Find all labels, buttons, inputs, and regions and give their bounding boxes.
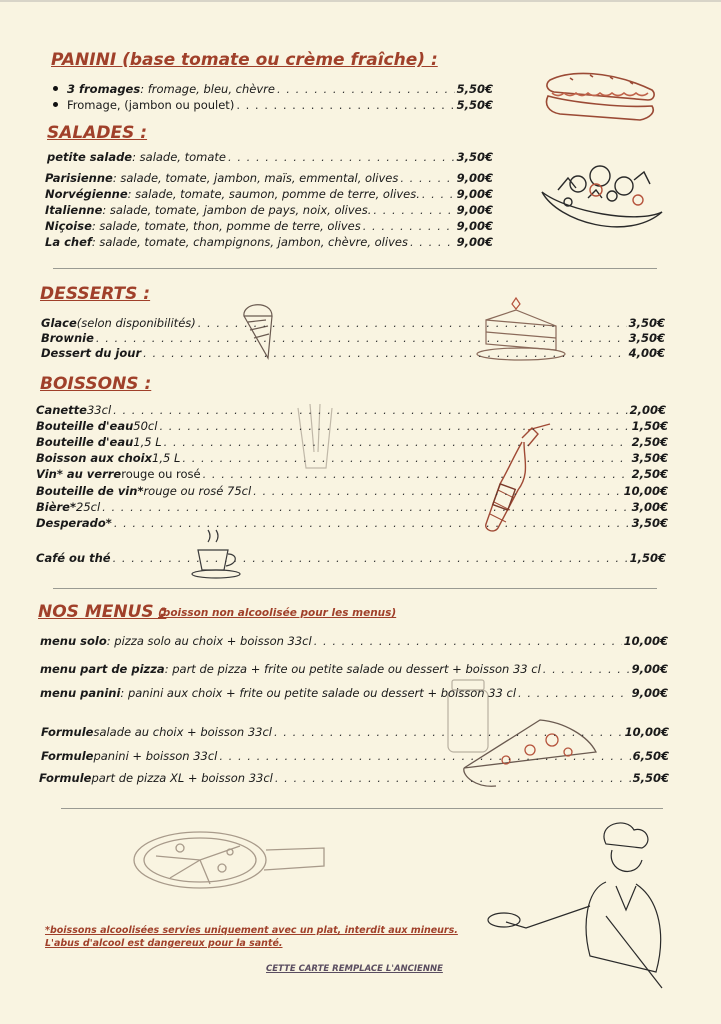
item-name: Dessert du jour	[41, 346, 142, 360]
dot-leader	[182, 451, 629, 465]
dot-leader	[203, 467, 630, 481]
menu-item	[41, 725, 669, 739]
menu-item	[39, 771, 669, 785]
item-price: 10,00€	[623, 634, 668, 648]
item-name: Norvégienne	[45, 187, 128, 201]
menu-item	[45, 187, 493, 201]
menu-item	[40, 634, 668, 648]
item-price: 9,00€	[456, 203, 493, 217]
menu-item	[36, 467, 668, 481]
item-name: menu panini	[40, 686, 121, 700]
item-name: Formule	[41, 749, 94, 763]
dot-leader	[113, 551, 628, 565]
item-price: 9,00€	[456, 235, 493, 249]
item-desc: : salade, tomate, thon, pomme de terre, olives	[91, 219, 361, 233]
item-name: Italienne	[45, 203, 103, 217]
item-desc: : salade, tomate, champignons, jambon, chèvre, olives	[91, 235, 408, 249]
dot-leader	[400, 171, 454, 185]
item-name: Parisienne	[45, 171, 113, 185]
item-desc: : fromage, bleu, chèvre	[140, 82, 275, 96]
item-price: 9,00€	[456, 219, 493, 233]
item-price: 9,00€	[631, 662, 668, 676]
menu-item	[36, 516, 668, 530]
item-price: 5,50€	[456, 82, 493, 96]
menu-item	[36, 419, 668, 433]
item-price: 4,00€	[628, 346, 665, 360]
alcohol-warning: *boissons alcoolisées servies uniquement avec un plat, interdit aux mineurs.	[45, 925, 458, 936]
dot-leader	[228, 150, 455, 164]
item-desc: rouge ou rosé	[121, 467, 201, 481]
dot-leader	[253, 484, 621, 498]
item-name: Café ou thé	[36, 551, 111, 565]
item-desc: : salade, tomate, saumon, pomme de terre, olives.	[127, 187, 420, 201]
item-price: 9,00€	[456, 171, 493, 185]
menu-item	[41, 346, 665, 360]
item-price: 10,00€	[623, 484, 668, 498]
item-name: Bière*	[36, 500, 76, 514]
dot-leader	[373, 203, 454, 217]
item-desc: : pizza solo au choix + boisson 33cl	[106, 634, 312, 648]
bullet-icon	[53, 86, 58, 91]
section-title-panini: PANINI (base tomate ou crème fraîche) :	[51, 50, 438, 70]
dot-leader	[314, 634, 622, 648]
dot-leader	[543, 662, 630, 676]
menu-item	[36, 551, 666, 565]
dot-leader	[102, 500, 629, 514]
dot-leader	[113, 403, 627, 417]
menu-item	[47, 150, 493, 164]
dot-leader	[198, 316, 627, 330]
item-desc: 25cl	[76, 500, 101, 514]
item-name: menu solo	[40, 634, 107, 648]
item-price: 10,00€	[624, 725, 669, 739]
item-name: Boisson aux choix	[36, 451, 153, 465]
item-price: 3,50€	[456, 150, 493, 164]
item-name: Glace	[41, 316, 77, 330]
menu-item	[41, 331, 665, 345]
pizza-board-icon	[130, 826, 328, 896]
dot-leader	[518, 686, 630, 700]
item-price: 3,50€	[628, 316, 665, 330]
item-name: Bouteille de vin*	[36, 484, 144, 498]
section-title-boissons: BOISSONS :	[40, 374, 152, 394]
item-name: 3 fromages	[67, 82, 141, 96]
item-desc: : salade, tomate	[132, 150, 227, 164]
item-price: 2,50€	[631, 435, 668, 449]
item-price: 3,00€	[631, 500, 668, 514]
dot-leader	[219, 749, 630, 763]
section-title-menus: NOS MENUS :	[38, 602, 167, 622]
item-desc: : salade, tomate, jambon, maïs, emmental, olives	[112, 171, 399, 185]
item-desc: : part de pizza + frite ou petite salade ou dessert + boisson 33 cl	[164, 662, 541, 676]
item-price: 3,50€	[631, 516, 668, 530]
bullet-icon	[53, 102, 58, 107]
item-price: 2,00€	[629, 403, 666, 417]
dot-leader	[96, 331, 627, 345]
item-desc: (selon disponibilités)	[76, 316, 196, 330]
item-desc: 1,5 L	[152, 451, 181, 465]
item-desc: part de pizza XL + boisson 33cl	[91, 771, 273, 785]
item-desc: Fromage, (jambon ou poulet)	[67, 98, 235, 112]
item-name: Bouteille d'eau	[36, 419, 134, 433]
dot-leader	[277, 82, 455, 96]
dot-leader	[143, 346, 626, 360]
dot-leader	[410, 235, 455, 249]
item-desc: : panini aux choix + frite ou petite salade ou dessert + boisson 33 cl	[120, 686, 517, 700]
item-name: Formule	[39, 771, 92, 785]
menus-note: (boisson non alcoolisée pour les menus)	[158, 607, 397, 619]
dot-leader	[159, 419, 629, 433]
item-price: 9,00€	[456, 187, 493, 201]
item-price: 3,50€	[628, 331, 665, 345]
item-name: Desperado*	[36, 516, 112, 530]
menu-item	[45, 171, 493, 185]
item-name: Brownie	[41, 331, 94, 345]
alcohol-warning-2: L'abus d'alcool est dangereux pour la santé.	[45, 938, 283, 949]
menu-item	[36, 451, 668, 465]
menu-item	[36, 435, 668, 449]
item-desc: panini + boisson 33cl	[93, 749, 218, 763]
item-desc: 50cl	[133, 419, 158, 433]
menu-item	[53, 98, 493, 112]
menu-item	[36, 403, 666, 417]
item-price: 5,50€	[632, 771, 669, 785]
menu-item	[41, 749, 669, 763]
replace-notice: CETTE CARTE REMPLACE L'ANCIENNE	[266, 964, 443, 974]
menu-item	[45, 235, 493, 249]
item-price: 6,50€	[632, 749, 669, 763]
dot-leader	[275, 771, 631, 785]
menu-item	[53, 82, 493, 96]
menu-item	[45, 203, 493, 217]
item-price: 3,50€	[631, 451, 668, 465]
top-border	[0, 0, 721, 2]
menu-item	[40, 686, 668, 700]
item-name: Canette	[36, 403, 87, 417]
item-name: Vin* au verre	[36, 467, 122, 481]
item-name: petite salade	[47, 150, 133, 164]
item-price: 9,00€	[631, 686, 668, 700]
item-desc: rouge ou rosé 75cl	[143, 484, 252, 498]
item-name: Niçoise	[45, 219, 92, 233]
menu-item	[41, 316, 665, 330]
dot-leader	[236, 98, 454, 112]
menu-item	[36, 484, 668, 498]
menu-item	[45, 219, 493, 233]
dot-leader	[274, 725, 623, 739]
separator	[53, 588, 657, 589]
item-price: 1,50€	[629, 551, 666, 565]
item-price: 5,50€	[456, 98, 493, 112]
section-title-salades: SALADES :	[47, 123, 148, 143]
item-desc: salade au choix + boisson 33cl	[93, 725, 272, 739]
item-desc: 33cl	[86, 403, 112, 417]
item-name: Formule	[41, 725, 94, 739]
item-price: 1,50€	[631, 419, 668, 433]
pizza-chef-icon	[486, 816, 668, 992]
item-name: La chef	[45, 235, 92, 249]
menu-item	[40, 662, 668, 676]
item-name: menu part de pizza	[40, 662, 165, 676]
dot-leader	[363, 219, 455, 233]
salad-bowl-icon	[538, 162, 666, 244]
item-desc: : salade, tomate, jambon de pays, noix, olives.	[102, 203, 372, 217]
separator	[61, 808, 663, 809]
section-title-desserts: DESSERTS :	[40, 284, 151, 304]
dot-leader	[422, 187, 455, 201]
item-name: Bouteille d'eau	[36, 435, 134, 449]
item-price: 2,50€	[631, 467, 668, 481]
separator	[53, 268, 657, 269]
item-desc: 1,5 L	[133, 435, 162, 449]
dot-leader	[114, 516, 630, 530]
menu-item	[36, 500, 668, 514]
dot-leader	[164, 435, 630, 449]
sandwich-icon	[540, 62, 662, 124]
